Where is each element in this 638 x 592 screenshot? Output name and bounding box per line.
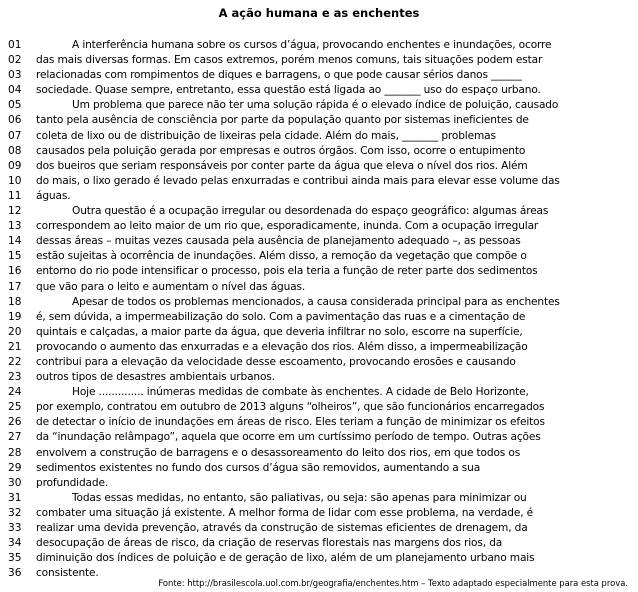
line-number: 11 <box>8 189 22 202</box>
text-line <box>8 113 630 128</box>
line-number: 18 <box>8 295 22 308</box>
text-line <box>8 264 630 279</box>
line-text: contribui para a elevação da velocidade desse escoamento, provocando erosões e causando <box>36 355 516 368</box>
line-number: 17 <box>8 280 22 293</box>
line-number: 04 <box>8 84 22 97</box>
line-number: 02 <box>8 54 22 67</box>
line-text: provocando o aumento das enxurradas e a elevação dos rios. Além disso, a impermeabilização <box>36 340 528 353</box>
text-line <box>8 370 630 385</box>
line-number: 35 <box>8 552 22 565</box>
line-text: da “inundação relâmpago”, aquela que ocorre em um curtíssimo período de tempo. Outras ações <box>36 431 541 444</box>
line-text: sedimentos existentes no fundo dos cursos d’água são removidos, aumentando a sua <box>36 461 481 474</box>
text-line <box>8 506 630 521</box>
line-text: realizar uma devida prevenção, através da construção de sistemas eficientes de drenagem, da <box>36 522 528 534</box>
line-number: 15 <box>8 250 22 263</box>
line-text: tanto pela ausência de consciência por parte da população quanto por sistemas ineficientes de <box>36 114 529 127</box>
text-line <box>8 385 630 400</box>
line-text: dos bueiros que seriam responsáveis por conter parte da água que eleva o nível dos rios. Além <box>36 159 528 172</box>
text-line <box>8 461 630 476</box>
line-number: 13 <box>8 220 22 233</box>
text-line <box>8 189 630 204</box>
line-text: por exemplo, contratou em outubro de 2013 alguns “olheiros”, que são funcionários encarregados <box>36 401 545 414</box>
line-number: 01 <box>8 39 22 51</box>
line-text: combater uma situação já existente. A melhor forma de lidar com esse problema, na verdade, é <box>36 506 534 519</box>
text-line <box>8 430 630 445</box>
text-line <box>8 536 630 551</box>
line-text: Um problema que parece não ter uma solução rápida é o elevado índice de poluição, causado <box>72 99 559 112</box>
line-number: 25 <box>8 401 22 414</box>
line-text: entorno do rio pode intensificar o processo, pois ela teria a função de reter parte dos sedimentos <box>36 265 538 278</box>
text-line <box>8 491 630 506</box>
line-text: Hoje .............. inúmeras medidas de combate às enchentes. A cidade de Belo Horizonte, <box>72 386 529 399</box>
line-text: de detectar o início de inundações em áreas de risco. Eles teriam a função de minimizar os efeitos <box>36 416 545 429</box>
text-line <box>8 204 630 219</box>
text-line <box>8 280 630 295</box>
line-text: das mais diversas formas. Em casos extremos, porém menos comuns, tais situações podem estar <box>36 54 543 67</box>
line-number: 16 <box>8 265 22 278</box>
numbered-text-body <box>8 38 630 581</box>
text-line <box>8 38 630 53</box>
text-line <box>8 53 630 68</box>
line-text: profundidade. <box>36 476 109 489</box>
line-text: envolvem a construção de barragens e o desassoreamento do leito dos rios, em que todos os <box>36 446 521 459</box>
text-line <box>8 476 630 491</box>
line-text: Todas essas medidas, no entanto, são paliativas, ou seja: são apenas para minimizar ou <box>72 491 527 504</box>
line-number: 05 <box>8 99 22 112</box>
line-number: 07 <box>8 129 22 142</box>
line-number: 24 <box>8 386 22 399</box>
text-line <box>8 310 630 325</box>
line-text: é, sem dúvida, a impermeabilização do solo. Com a pavimentação das ruas e a cimentação de <box>36 310 526 323</box>
text-line <box>8 340 630 355</box>
line-number: 12 <box>8 205 22 218</box>
text-line <box>8 68 630 83</box>
line-number: 30 <box>8 476 22 489</box>
line-number: 19 <box>8 310 22 323</box>
text-line <box>8 234 630 249</box>
line-number: 03 <box>8 69 22 82</box>
line-text: desocupação de áreas de risco, da criação de reservas florestais nas margens dos rios, da <box>36 537 503 550</box>
text-line <box>8 295 630 310</box>
line-number: 10 <box>8 174 22 187</box>
text-line <box>8 400 630 415</box>
line-text: águas. <box>36 189 71 202</box>
line-number: 29 <box>8 461 22 474</box>
line-text: consistente. <box>36 567 99 580</box>
line-text: Apesar de todos os problemas mencionados, a causa considerada principal para as enchentes <box>72 295 560 308</box>
text-line <box>8 159 630 174</box>
line-text: A interferência humana sobre os cursos d’água, provocando enchentes e inundações, ocorre <box>72 39 552 51</box>
line-number: 06 <box>8 114 22 127</box>
line-text: quintais e calçadas, a maior parte da água, que deveria infiltrar no solo, escorre na superfície, <box>36 325 523 338</box>
line-number: 31 <box>8 491 22 504</box>
line-text: sociedade. Quase sempre, entretanto, essa questão está ligada ao _______ uso do espaço urbano. <box>36 84 541 97</box>
line-number: 08 <box>8 144 22 157</box>
text-line <box>8 521 630 536</box>
line-number: 32 <box>8 506 22 519</box>
line-number: 28 <box>8 446 22 459</box>
text-line <box>8 249 630 264</box>
line-number: 09 <box>8 159 22 172</box>
line-text: estão sujeitas à ocorrência de inundações. Além disso, a remoção da vegetação que compõe o <box>36 250 527 263</box>
line-number: 14 <box>8 235 22 248</box>
text-line <box>8 219 630 234</box>
text-line <box>8 325 630 340</box>
line-text: causados pela poluição gerada por empresas e outros órgãos. Com isso, ocorre o entupimento <box>36 144 526 157</box>
line-text: diminuição dos índices de poluição e de geração de lixo, além de um planejamento urbano mais <box>36 552 535 565</box>
source-citation: Fonte: http://brasilescola.uol.com.br/geografia/enchentes.htm – Texto adaptado especialmente para esta prova. <box>158 578 628 588</box>
line-text: Outra questão é a ocupação irregular ou desordenada do espaço geográfico: algumas áreas <box>72 205 549 218</box>
text-line <box>8 415 630 430</box>
line-number: 20 <box>8 325 22 338</box>
document-title: A ação humana e as enchentes <box>218 6 420 20</box>
line-text: do mais, o lixo gerado é levado pelas enxurradas e contribui ainda mais para elevar esse volume das <box>36 174 560 187</box>
text-line <box>8 144 630 159</box>
line-text: outros tipos de desastres ambientais urbanos. <box>36 371 275 384</box>
line-number: 23 <box>8 371 22 384</box>
text-line <box>8 98 630 113</box>
line-number: 34 <box>8 537 22 550</box>
line-number: 22 <box>8 355 22 368</box>
text-line <box>8 355 630 370</box>
line-text: relacionadas com rompimentos de diques e barragens, o que pode causar sérios danos ______ <box>36 69 522 82</box>
line-text: que vão para o leito e aumentam o nível das águas. <box>36 280 306 293</box>
text-line <box>8 446 630 461</box>
line-text: correspondem ao leito maior de um rio que, esporadicamente, inunda. Com a ocupação irregular <box>36 220 539 233</box>
line-number: 33 <box>8 522 22 534</box>
line-text: dessas áreas – muitas vezes causada pela ausência de planejamento adequado –, as pessoas <box>36 235 521 248</box>
text-line <box>8 174 630 189</box>
line-number: 21 <box>8 340 22 353</box>
text-line <box>8 83 630 98</box>
text-line <box>8 551 630 566</box>
line-text: coleta de lixo ou de distribuição de lixeiras pela cidade. Além do mais, _______ problemas <box>36 129 496 142</box>
line-number: 36 <box>8 567 22 580</box>
line-number: 26 <box>8 416 22 429</box>
line-number: 27 <box>8 431 22 444</box>
text-line <box>8 129 630 144</box>
